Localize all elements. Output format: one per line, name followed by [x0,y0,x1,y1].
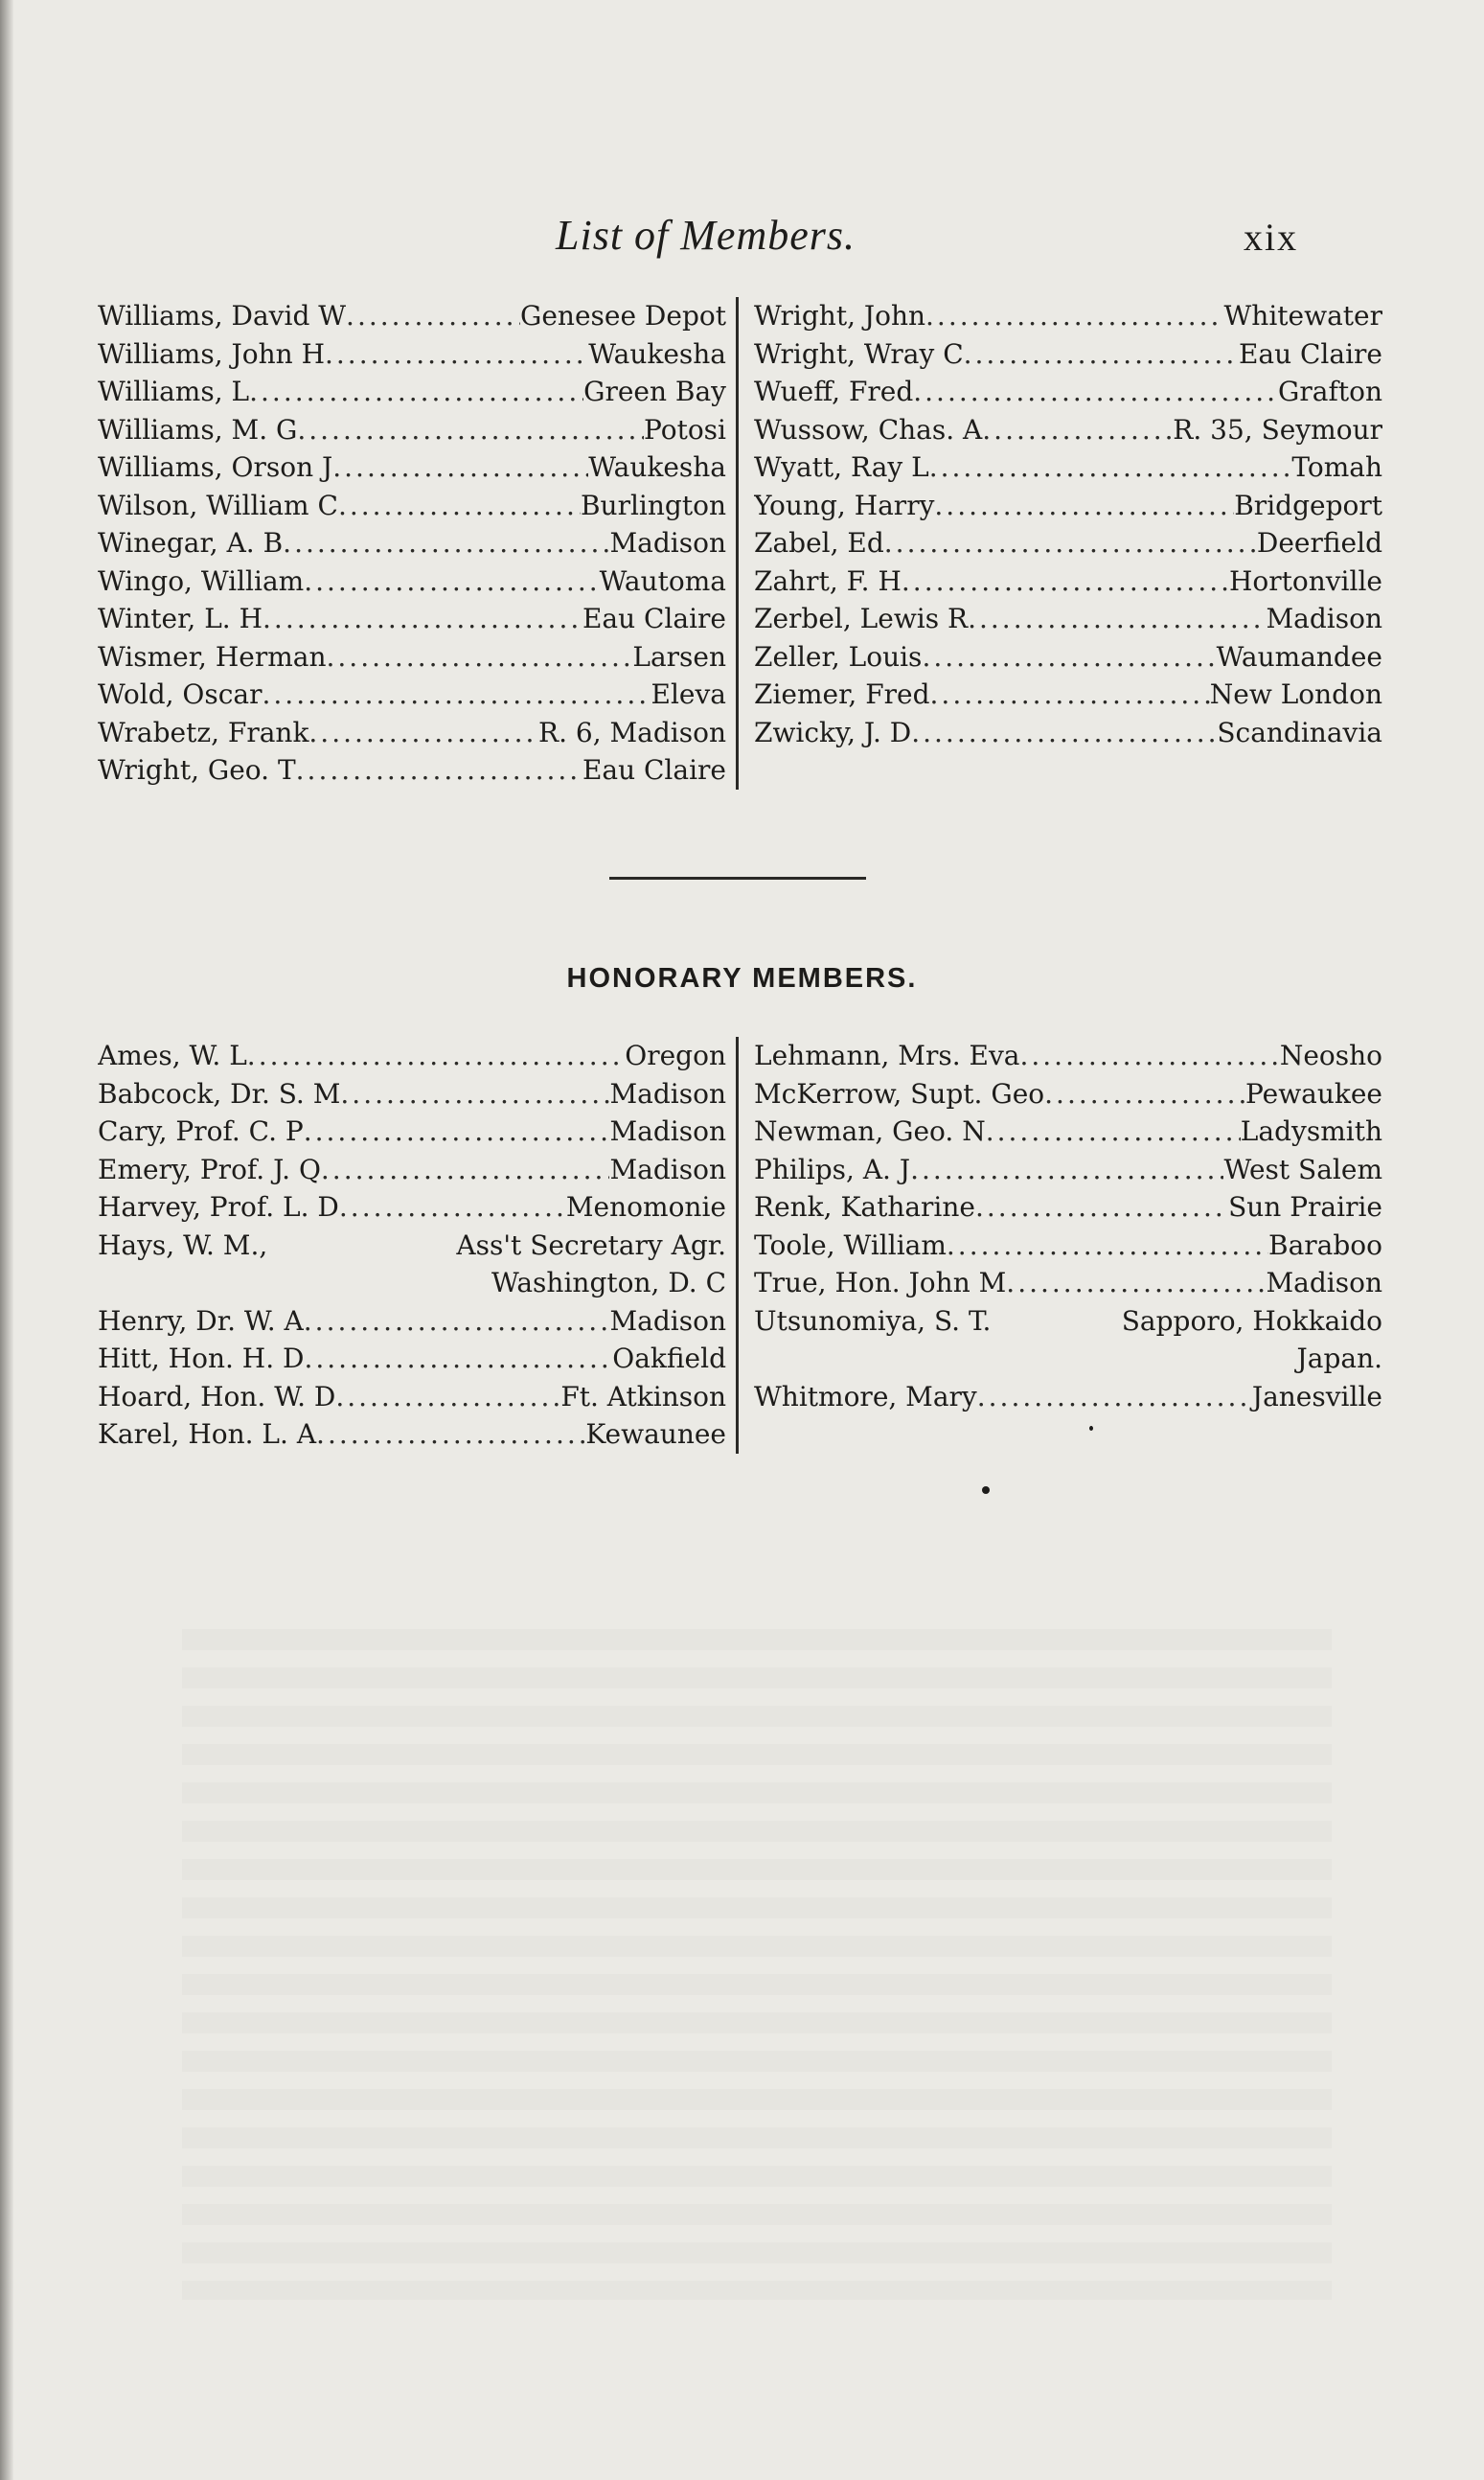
member-place: West Salem [1223,1153,1382,1185]
member-entry [98,1415,726,1454]
member-place: Oregon [625,1040,726,1071]
member-name: Williams, L [98,376,250,407]
member-entry [98,1188,726,1227]
member-place: Madison [1266,1267,1382,1298]
member-name: Ames, W. L [98,1040,247,1071]
member-entry [754,563,1382,601]
member-name: Zabel, Ed [754,527,884,559]
member-name: Newman, Geo. N [754,1115,986,1147]
honorary-heading: HONORARY MEMBERS. [566,963,918,994]
member-name: Williams, John H [98,337,325,370]
member-entry [98,1075,726,1114]
members-list [98,297,1382,790]
member-entry [98,751,726,790]
member-entry [98,448,726,487]
member-place: Oakfield [612,1343,726,1374]
member-name: Wrabetz, Frank [98,716,309,748]
member-entry [754,297,1382,335]
ink-speck [982,1486,990,1494]
member-name: Williams, M. G [98,413,298,446]
member-name: Wueff, Fred [754,376,914,407]
member-entry [754,1227,1382,1265]
member-entry [754,1188,1382,1227]
member-place: Sapporo, Hokkaido [1121,1304,1382,1337]
member-entry [754,1264,1382,1302]
member-entry [754,676,1382,714]
member-entry [98,563,726,601]
member-place: Washington, D. C [491,1267,726,1298]
dot-leader [304,563,599,601]
member-place: Baraboo [1268,1229,1382,1261]
member-country: Japan. [1296,1343,1382,1374]
dot-leader [986,1113,1241,1151]
member-name: Wilson, William C [98,489,338,521]
member-entry [98,600,726,638]
member-place: Bridgeport [1234,489,1382,521]
member-place: Eau Claire [1238,337,1382,370]
member-entry [98,714,726,752]
dot-leader [304,1340,612,1378]
page-edge-shadow [0,0,13,2480]
member-entry [754,1037,1382,1075]
dot-leader [338,487,581,525]
member-place: Eau Claire [582,754,726,786]
dot-leader [925,297,1224,335]
dot-leader [283,524,609,563]
dot-leader [911,714,1217,752]
member-entry [754,524,1382,563]
member-name: McKerrow, Supt. Geo [754,1077,1045,1110]
member-place: Eau Claire [582,603,726,634]
member-entry [98,524,726,563]
member-place: R. 6, Madison [538,716,726,748]
member-entry [754,373,1382,411]
member-name: Lehmann, Mrs. Eva [754,1040,1020,1071]
member-name: Emery, Prof. J. Q [98,1153,321,1185]
member-place: Waukesha [588,451,726,483]
member-place: Burlington [580,489,726,521]
member-place: Neosho [1279,1040,1382,1071]
dot-leader [335,1378,560,1416]
member-entry [754,1113,1382,1151]
member-place: Madison [1266,603,1382,634]
member-entry [98,1340,726,1378]
member-name: Winegar, A. B [98,527,284,559]
dot-leader [321,1151,610,1189]
member-entry [754,714,1382,752]
member-entry [754,638,1382,677]
member-entry [98,1151,726,1189]
member-entry [754,335,1382,374]
members-left-column [98,297,739,790]
member-name: Hoard, Hon. W. D [98,1380,336,1412]
dot-leader [297,411,644,449]
dot-leader [247,1037,625,1075]
member-name: Wismer, Herman [98,640,327,673]
member-entry [98,676,726,714]
member-entry [98,1037,726,1075]
member-place: Waukesha [588,337,726,370]
member-name: Ziemer, Fred [754,678,930,710]
member-name: Zerbel, Lewis R [754,603,969,634]
member-place: New London [1209,678,1382,710]
dot-leader [1044,1075,1245,1114]
dot-leader [340,1075,609,1114]
member-name: Young, Harry [754,489,935,521]
dot-leader [1006,1264,1266,1302]
member-entry [754,411,1382,449]
member-place: Genesee Depot [519,300,726,332]
dot-leader [249,373,583,411]
honorary-right-column [739,1037,1382,1415]
member-place: Ladysmith [1240,1115,1382,1147]
member-entry [754,1075,1382,1114]
dot-leader [982,411,1173,449]
member-entry [98,373,726,411]
page-number: xix [1244,216,1299,259]
honorary-left-column [98,1037,739,1454]
dot-leader [884,524,1257,563]
dot-leader [263,676,651,714]
member-name: Utsunomiya, S. T. [754,1304,992,1337]
ink-speck [1089,1426,1093,1431]
member-name: Babcock, Dr. S. M [98,1077,341,1110]
member-place: Deerfield [1256,527,1382,559]
dot-leader [968,600,1266,638]
member-place: Madison [609,1304,726,1337]
member-entry [754,487,1382,525]
honorary-members-list [98,1037,1382,1454]
member-place: Waumandee [1216,640,1382,673]
dot-leader [929,448,1292,487]
member-name: Karel, Hon. L. A [98,1418,317,1450]
dot-leader [947,1227,1268,1265]
member-place: Scandinavia [1217,716,1382,748]
member-entry [754,448,1382,487]
member-place: Green Bay [583,376,726,407]
member-entry [98,335,726,374]
member-name: True, Hon. John M [754,1267,1007,1298]
member-place: Wautoma [599,564,726,597]
member-name: Hitt, Hon. H. D [98,1343,305,1374]
member-place: R. 35, Seymour [1173,413,1382,446]
member-entry-hays [98,1227,726,1302]
member-title: Ass't Secretary Agr. [456,1229,726,1261]
dot-leader [304,1113,610,1151]
dot-leader [964,335,1239,374]
member-place: Whitewater [1223,300,1382,332]
member-name: Whitmore, Mary [754,1380,977,1412]
member-entry [98,411,726,449]
member-name: Harvey, Prof. L. D [98,1191,339,1223]
member-name: Philips, A. J [754,1153,911,1185]
dot-leader [910,1151,1223,1189]
member-place: Larsen [632,640,726,673]
member-name: Cary, Prof. C. P [98,1115,304,1147]
dot-leader [316,1415,585,1454]
dot-leader [913,373,1278,411]
running-head [0,201,1484,268]
dot-leader [346,297,520,335]
dot-leader [339,1188,566,1227]
member-place: Janesville [1251,1380,1382,1412]
member-place: Ft. Atkinson [560,1380,726,1412]
member-place: Tomah [1291,451,1382,483]
dot-leader [327,638,633,677]
members-right-column [739,297,1382,751]
dot-leader [975,1188,1228,1227]
member-entry [98,487,726,525]
member-place: Madison [609,1153,726,1185]
member-entry [98,638,726,677]
dot-leader [934,487,1234,525]
dot-leader [1019,1037,1279,1075]
member-entry-utsunomiya [754,1302,1382,1378]
dot-leader [304,1302,610,1341]
member-place: Kewaunee [585,1418,726,1450]
dot-leader [930,676,1210,714]
dot-leader [296,751,582,790]
member-entry [98,1378,726,1416]
member-entry [98,297,726,335]
member-name: Wold, Oscar [98,678,263,710]
member-entry [754,1151,1382,1189]
dot-leader [308,714,538,752]
member-name: Wright, Wray C [754,337,964,370]
member-name: Williams, David W [98,300,347,332]
member-name: Williams, Orson J [98,451,333,483]
member-place: Eleva [651,678,726,710]
member-place: Madison [609,1077,726,1110]
member-entry [754,1378,1382,1416]
member-name: Renk, Katharine [754,1191,975,1223]
member-place: Madison [609,527,726,559]
member-name: Toole, William [754,1229,947,1261]
member-name: Wright, John [754,300,926,332]
member-place: Grafton [1278,376,1382,407]
dot-leader [325,335,588,374]
section-divider [609,877,866,880]
dot-leader [977,1378,1252,1416]
member-entry [98,1302,726,1341]
member-name: Wingo, William [98,564,305,597]
member-name: Wyatt, Ray L [754,451,929,483]
member-place: Pewaukee [1245,1077,1382,1110]
member-place: Hortonville [1228,564,1382,597]
dot-leader [922,638,1216,677]
member-entry [98,1113,726,1151]
member-name: Zwicky, J. D [754,716,912,748]
member-entry [754,600,1382,638]
member-place: Sun Prairie [1228,1191,1382,1223]
member-place: Potosi [644,413,726,446]
running-title: List of Members. [556,212,856,259]
dot-leader [263,600,582,638]
member-place: Menomonie [565,1191,726,1223]
member-name: Hays, W. M., [98,1229,268,1261]
dot-leader [902,563,1229,601]
member-name: Wussow, Chas. A [754,413,983,446]
member-name: Winter, L. H [98,603,263,634]
member-place: Madison [609,1115,726,1147]
member-name: Zeller, Louis [754,640,923,673]
bleed-through-text [182,1629,1332,2300]
member-name: Henry, Dr. W. A [98,1304,304,1337]
member-name: Wright, Geo. T [98,754,296,786]
member-name: Zahrt, F. H [754,564,902,597]
dot-leader [332,448,588,487]
